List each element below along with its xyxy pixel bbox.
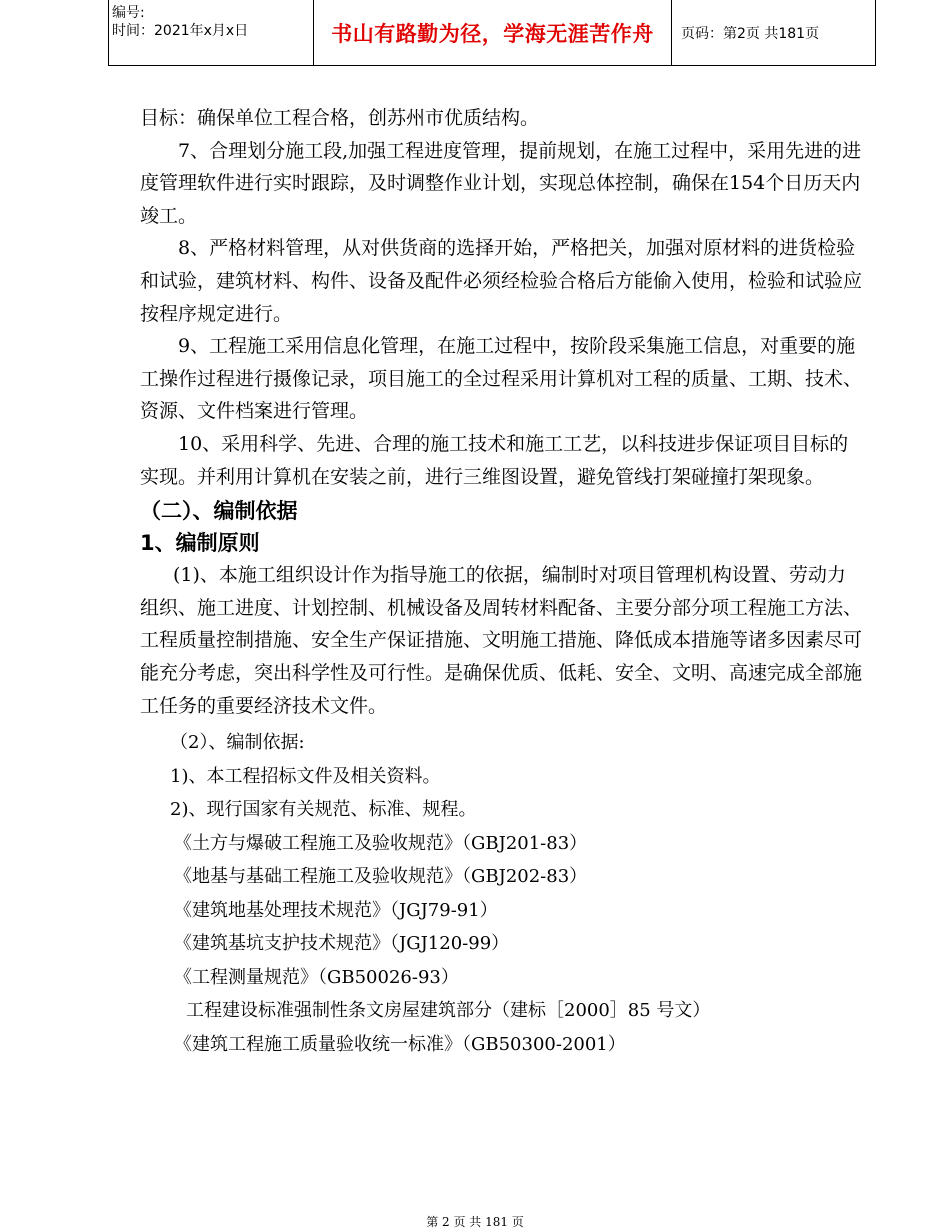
- header-page-cell: [672, 0, 875, 65]
- standard-item: 《工程测量规范》（GB50026-93）: [174, 966, 459, 988]
- standard-item: 《建筑基坑支护技术规范》（JGJ120-99）: [174, 933, 510, 955]
- document-date-label: 时间：2021年x月x日: [112, 23, 249, 39]
- page-footer: 第 2 页 共 181 页: [426, 1215, 524, 1229]
- basis-item-1: 1)、本工程招标文件及相关资料。: [170, 765, 441, 787]
- standard-item: 《建筑地基处理技术规范》（JGJ79-91）: [174, 899, 498, 921]
- standard-item: 《建筑工程施工质量验收统一标准》（GB50300-2001）: [174, 1033, 626, 1055]
- document-number-label: 编号:: [112, 5, 145, 21]
- standard-item: 《地基与基础工程施工及验收规范》（GBJ202-83）: [174, 866, 588, 888]
- paragraph-principle-1: (1)、本施工组织设计作为指导施工的依据，编制时对项目管理机构设置、劳动力组织、施工进度、计划控制、机械设备及周转材料配备、主要分部分项工程施工方法、工程质量控制措施、安全生产保证措施、文明施工措施、降低成本措施等诸多因素尽可能充分考虑，突出科学性及可行性。是确保优质、低耗、安全、文明、高速完成全部施工任务的重要经济技术文件。: [140, 564, 863, 717]
- paragraph-item-9: 9、工程施工采用信息化管理，在施工过程中，按阶段采集施工信息，对重要的施工操作过程进行摄像记录，项目施工的全过程采用计算机对工程的质量、工期、技术、资源、文件档案进行管理。: [140, 335, 863, 423]
- header-info-cell: [109, 0, 314, 65]
- header-motto: 书山有路勤为径，学海无涯苦作舟: [331, 21, 654, 46]
- header-motto-cell: [314, 0, 672, 65]
- paragraph-item-10: 10、采用科学、先进、合理的施工技术和施工工艺，以科技进步保证项目目标的实现。并利用计算机在安装之前，进行三维图设置，避免管线打架碰撞打架现象。: [140, 432, 849, 488]
- document-body: [140, 102, 862, 1061]
- basis-heading: （2）、编制依据:: [170, 732, 305, 754]
- header-page-number: 页码：第2页 共181页: [681, 25, 820, 42]
- paragraph-item-8: 8、严格材料管理，从对供货商的选择开始，严格把关，加强对原材料的进货检验和试验，建筑材料、构件、设备及配件必须经检验合格后方能偷入使用，检验和试验应按程序规定进行。: [140, 237, 863, 325]
- paragraph-goal: 目标：确保单位工程合格，创苏州市优质结构。: [140, 107, 540, 129]
- paragraph-item-7: 7、合理划分施工段,加强工程进度管理，提前规划，在施工过程中，采用先进的进度管理软件进行实时跟踪，及时调整作业计划，实现总体控制，确保在154个日历天内竣工。: [140, 139, 862, 227]
- standard-item: 《土方与爆破工程施工及验收规范》（GBJ201-83）: [174, 832, 588, 854]
- page-header: [108, 0, 876, 66]
- section-heading-basis: （二）、编制依据: [140, 499, 298, 524]
- subsection-heading-principles: 1、编制原则: [140, 531, 260, 556]
- basis-item-2: 2)、现行国家有关规范、标准、规程。: [170, 799, 477, 821]
- standard-item: 工程建设标准强制性条文房屋建筑部分（建标［2000］85 号文）: [186, 1000, 711, 1022]
